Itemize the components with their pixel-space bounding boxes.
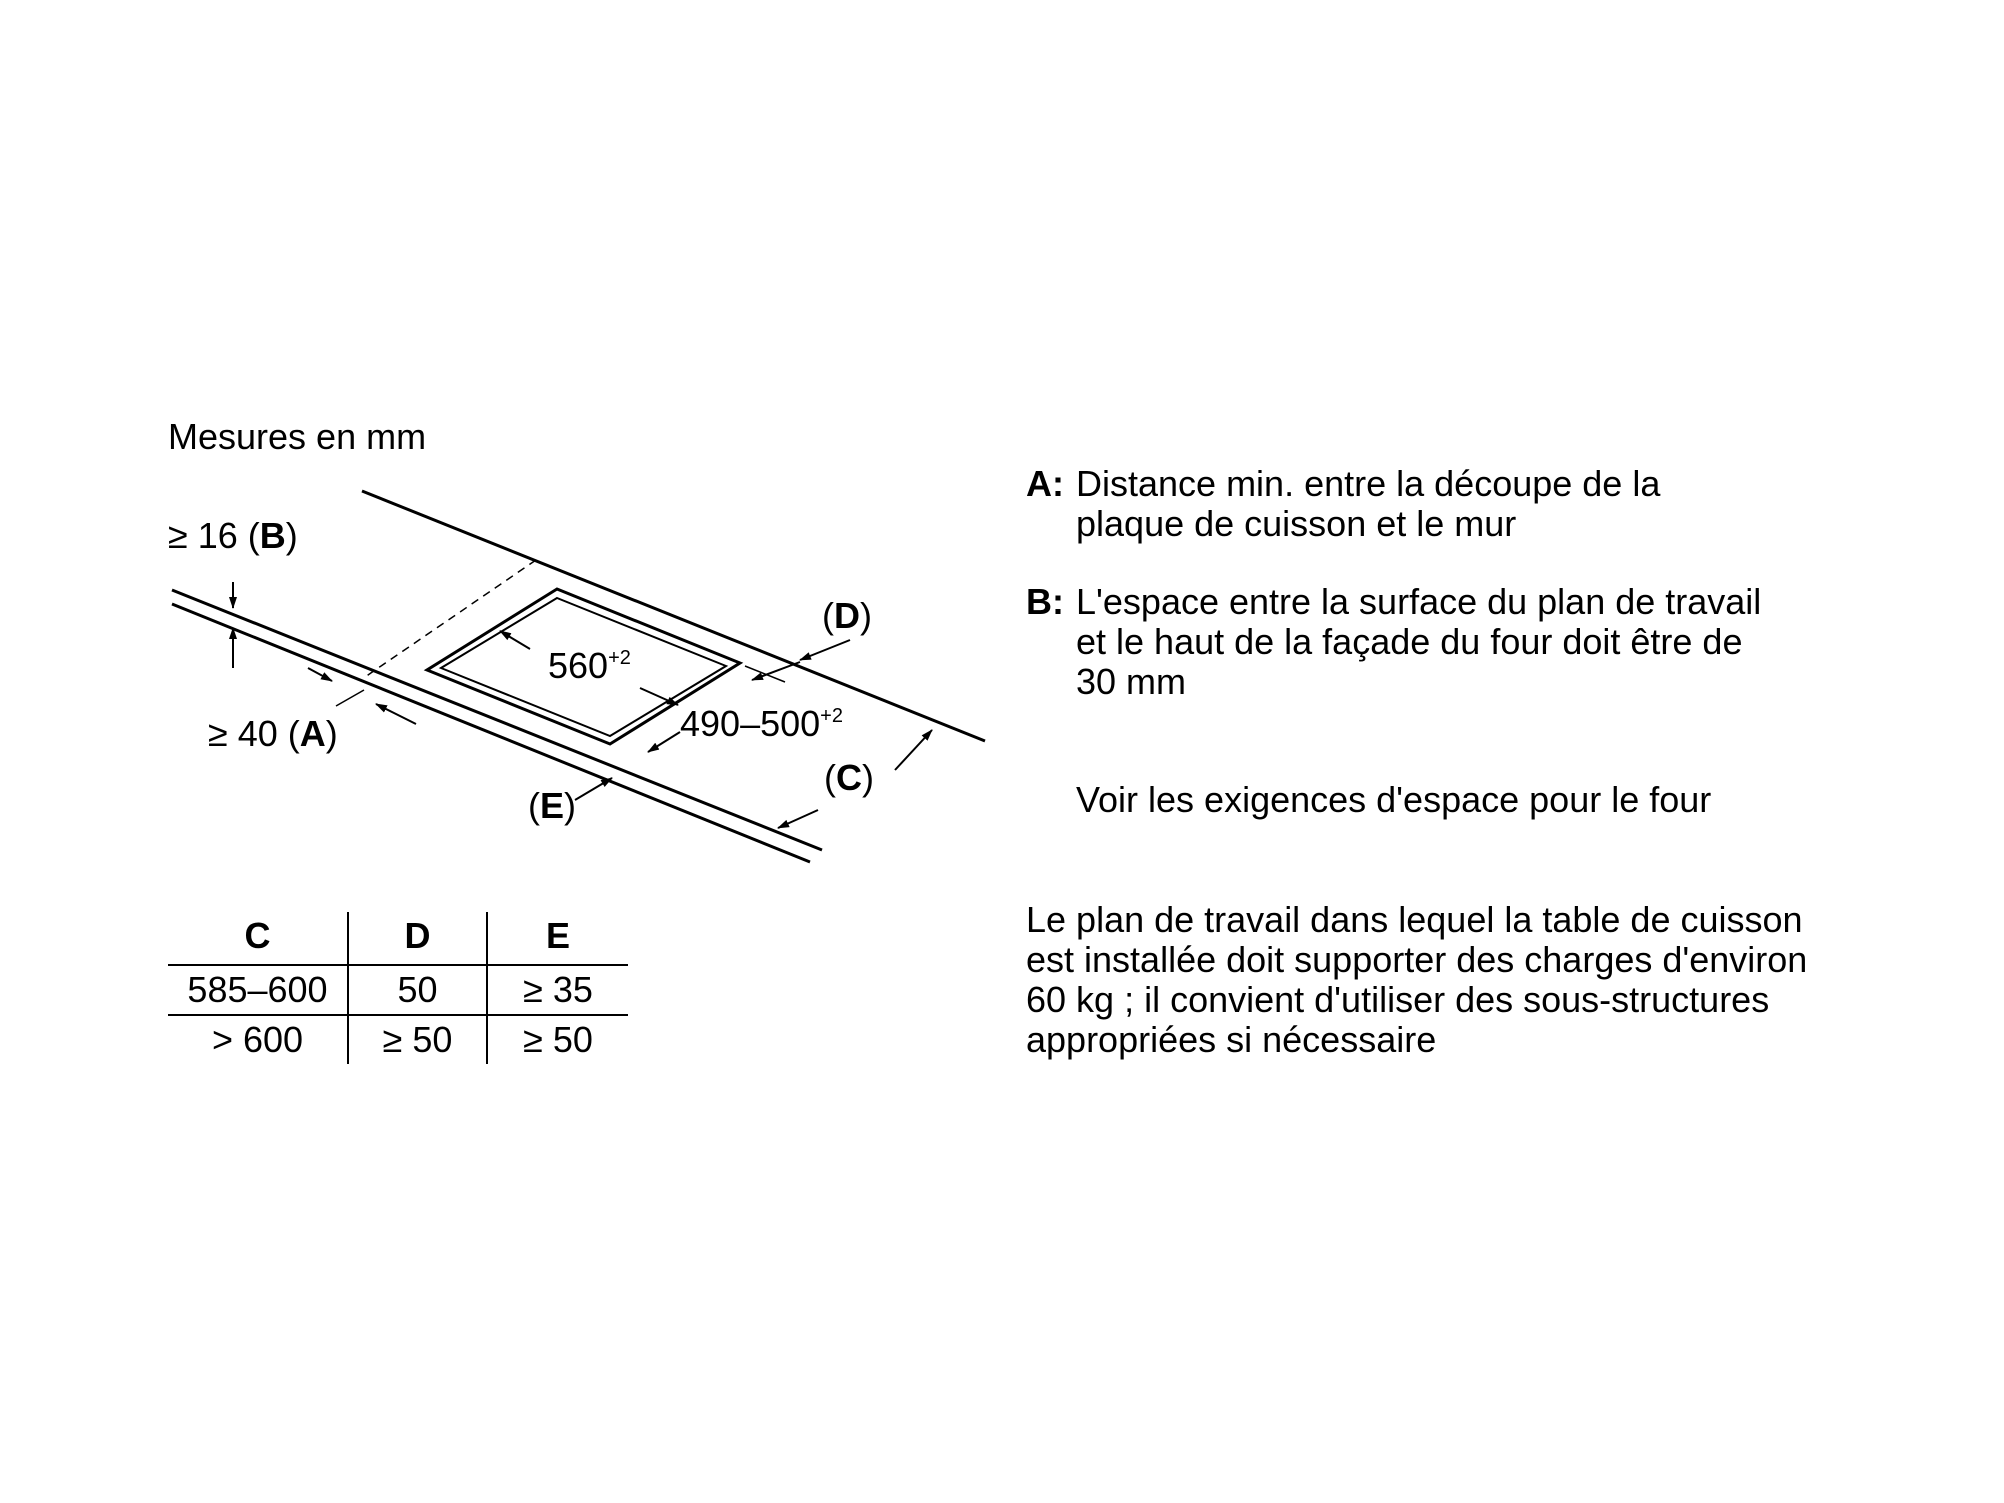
a-arrow-left [308, 668, 332, 681]
label-cutout-depth: $490-500^{+2}$ [680, 703, 843, 744]
a-arrow-right [376, 704, 416, 724]
measurement-caption: Mesures en mm [168, 416, 427, 457]
table-header-cell: D [348, 912, 487, 965]
width-arrow-right [640, 688, 678, 705]
legend-key: B: [1026, 581, 1064, 622]
e-arrow [575, 778, 612, 800]
clearance-table [168, 912, 628, 1064]
legend-text: L'espace entre la surface du plan de travail et le haut de la façade du four doit être de 30 mm [1076, 581, 1762, 702]
depth-extension-line [745, 666, 785, 682]
legend-text: Distance min. entre la découpe de la plaque de cuisson et le mur [1076, 463, 1661, 544]
table-header-cell: E [487, 912, 628, 965]
c-arrow-left [778, 810, 818, 828]
label-b: ≥ 16 (B) [168, 515, 298, 556]
width-arrow-left [500, 631, 530, 649]
load-requirement-paragraph: Le plan de travail dans lequel la table de cuisson est installée doit supporter des charges d'environ 60 kg ; il convient d'utiliser des sous-structures appropriées si nécessaire [1026, 899, 1808, 1060]
table-cell: ≥ 50 [487, 1015, 628, 1064]
depth-arrow-left [648, 732, 680, 752]
table-cell: 50 [348, 965, 487, 1015]
label-e: (E) [528, 785, 577, 826]
table-row [168, 965, 628, 1015]
table-cell: ≥ 50 [348, 1015, 487, 1064]
label-c: (C) [824, 757, 874, 798]
table-cell: 585–600 [168, 965, 348, 1015]
d-arrow [800, 640, 850, 660]
table-header-row [168, 912, 628, 965]
legend-key: A: [1026, 463, 1064, 504]
table-cell: > 600 [211, 1019, 304, 1060]
label-a: ≥ 40 (A) [208, 713, 338, 754]
a-extension-line [336, 690, 364, 706]
table-row [168, 1015, 628, 1064]
table-header-cell: C [168, 912, 348, 965]
oven-space-note: Voir les exigences d'espace pour le four [1076, 779, 1712, 820]
label-cutout-width: $560^{+2}$ [548, 645, 631, 686]
label-d: (D) [822, 595, 872, 636]
table-cell: ≥ 35 [487, 965, 628, 1015]
c-arrow-right [895, 730, 932, 770]
